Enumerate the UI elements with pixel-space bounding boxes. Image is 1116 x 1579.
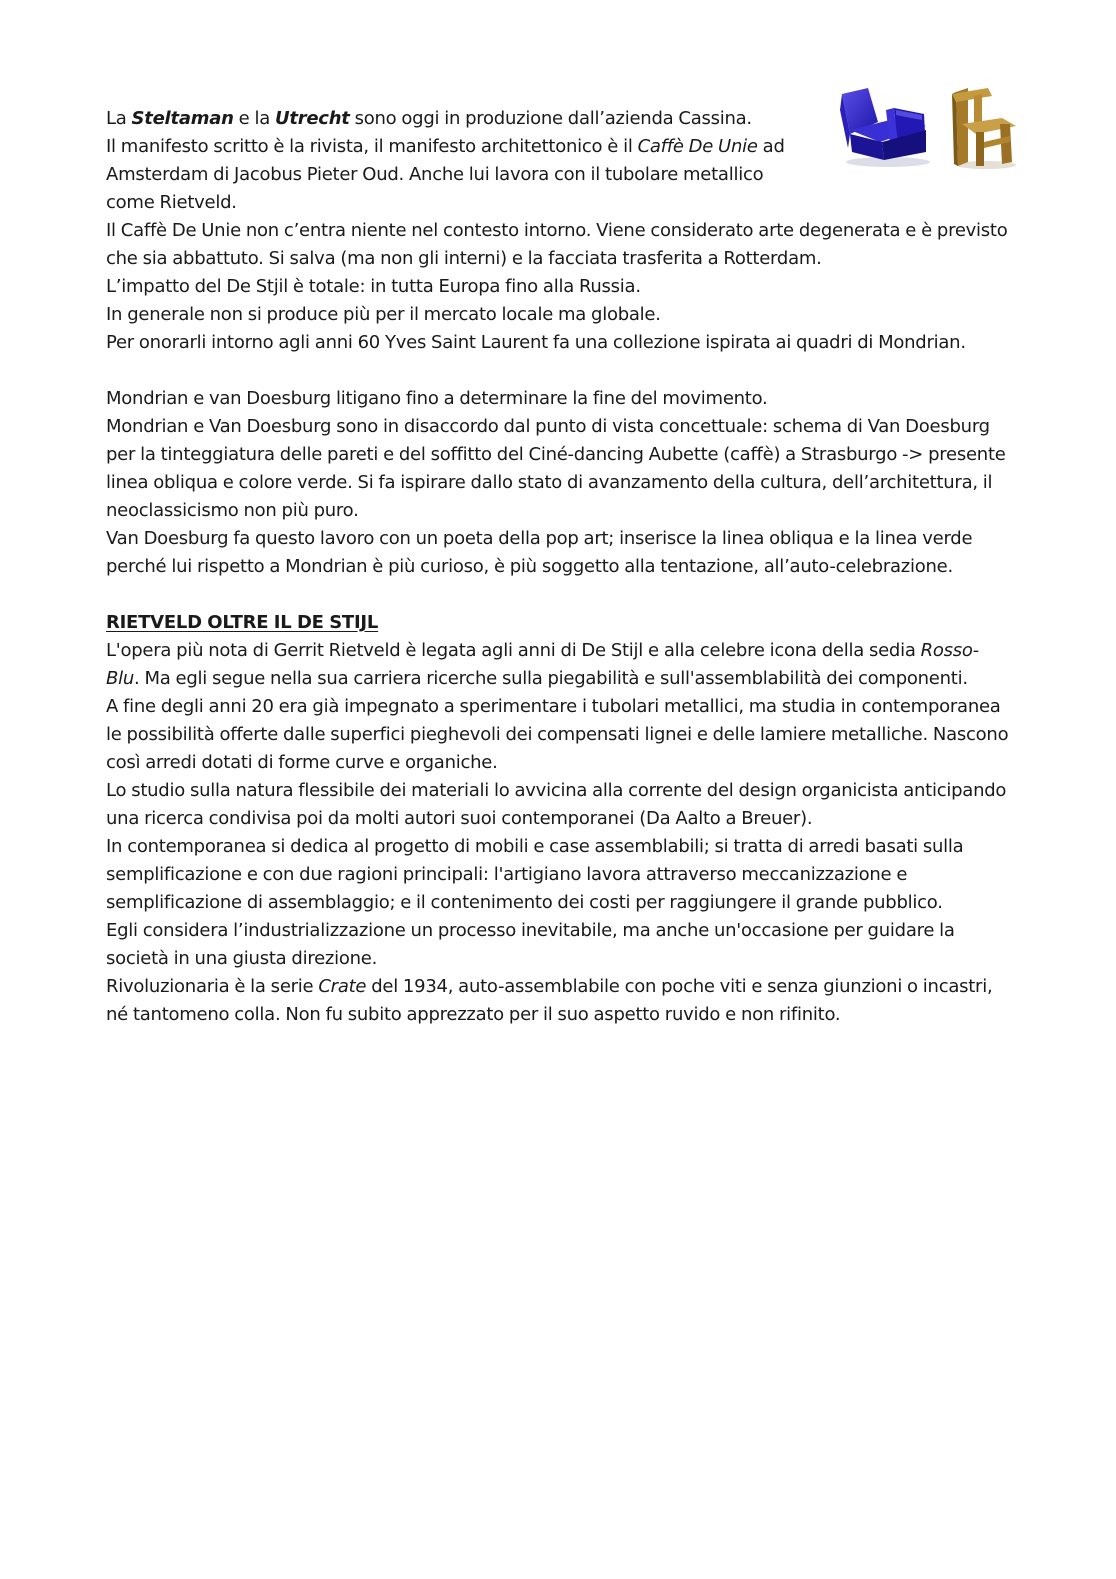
text-span: La <box>106 108 132 129</box>
crate-title: Crate <box>318 976 367 997</box>
paragraph-caffe-context: Il Caffè De Unie non c’entra niente nel contesto intorno. Viene considerato arte degenerata e è previsto che sia abbattuto. Si salva (ma non gli interni) e la facciata trasferita a Rotterdam. <box>106 220 1008 269</box>
paragraph-disagreement: Mondrian e Van Doesburg sono in disaccordo dal punto di vista concettuale: schema di Van Doesburg per la tinteggiatura delle pareti e del soffitto del Ciné-dancing Aubette (caffè) a Strasburgo -> presente linea obliqua e colore verde. Si fa ispirare dallo stato di avanzamento della cultura, dell’architettura, il neoclassicismo non più puro. <box>106 416 1006 521</box>
paragraph-pop-art: Van Doesburg fa questo lavoro con un poeta della pop art; inserisce la linea obliqua e la linea verde perché lui rispetto a Mondrian è più curioso, è più soggetto alla tentazione, all’auto-celebrazione. <box>106 528 973 577</box>
paragraph-rietveld-work <box>106 637 1011 693</box>
body-text <box>106 105 1011 1029</box>
rosso-blu-title: Rosso-Blu <box>106 640 979 689</box>
spacer <box>106 581 1011 609</box>
paragraph-production <box>106 105 796 133</box>
chair-name-utrecht: Utrecht <box>274 108 350 129</box>
section-heading: RIETVELD OLTRE IL DE STIJL <box>106 612 379 633</box>
paragraph-organic: Lo studio sulla natura flessibile dei materiali lo avvicina alla corrente del design organicista anticipando una ricerca condivisa poi da molti autori suoi contemporanei (Da Aalto a Breuer). <box>106 780 1007 829</box>
paragraph-impact: L’impatto del De Stjil è totale: in tutta Europa fino alla Russia. <box>106 276 641 297</box>
paragraph-ysl: Per onorarli intorno agli anni 60 Yves Saint Laurent fa una collezione ispirata ai quadri di Mondrian. <box>106 332 966 353</box>
paragraph-market: In generale non si produce più per il mercato locale ma globale. <box>106 304 661 325</box>
text-span: Rivoluzionaria è la serie <box>106 976 319 997</box>
caffe-de-unie-title: Caffè De Unie <box>637 136 758 157</box>
text-span: Il manifesto scritto è la rivista, il manifesto architettonico è il <box>106 136 638 157</box>
paragraph-crate <box>106 973 1011 1029</box>
chair-name-steltaman: Steltaman <box>131 108 234 129</box>
paragraph-assemblable: In contemporanea si dedica al progetto di mobili e case assemblabili; si tratta di arredi basati sulla semplificazione e con due ragioni principali: l'artigiano lavora attraverso meccanizzazione e semplificazione di assemblaggio; e il contenimento dei costi per raggiungere il grande pubblico. <box>106 836 964 913</box>
paragraph-manifesto <box>106 133 796 217</box>
text-span: L'opera più nota di Gerrit Rietveld è legata agli anni di De Stijl e alla celebre icona della sedia <box>106 640 921 661</box>
text-span: sono oggi in produzione dall’azienda Cassina. <box>349 108 752 129</box>
text-span: . Ma egli segue nella sua carriera ricerche sulla piegabilità e sull'assemblabilità dei componenti. <box>134 668 968 689</box>
text-span: e la <box>233 108 275 129</box>
paragraph-dispute: Mondrian e van Doesburg litigano fino a determinare la fine del movimento. <box>106 388 768 409</box>
text-span: ad Amsterdam di Jacobus Pieter Oud. Anche lui lavora con il tubolare metallico come Rietveld. <box>106 136 785 213</box>
spacer <box>106 357 1011 385</box>
paragraph-industrialization: Egli considera l’industrializzazione un processo inevitabile, ma anche un'occasione per guidare la società in una giusta direzione. <box>106 920 955 969</box>
paragraph-tubular: A fine degli anni 20 era già impegnato a sperimentare i tubolari metallici, ma studia in contemporanea le possibilità offerte dalle superfici pieghevoli dei compensati lignei e delle lamiere metalliche. Nascono così arredi dotati di forme curve e organiche. <box>106 696 1009 773</box>
text-span: del 1934, auto-assemblabile con poche viti e senza giunzioni o incastri, né tantomeno colla. Non fu subito apprezzato per il suo aspetto ruvido e non rifinito. <box>106 976 993 1025</box>
